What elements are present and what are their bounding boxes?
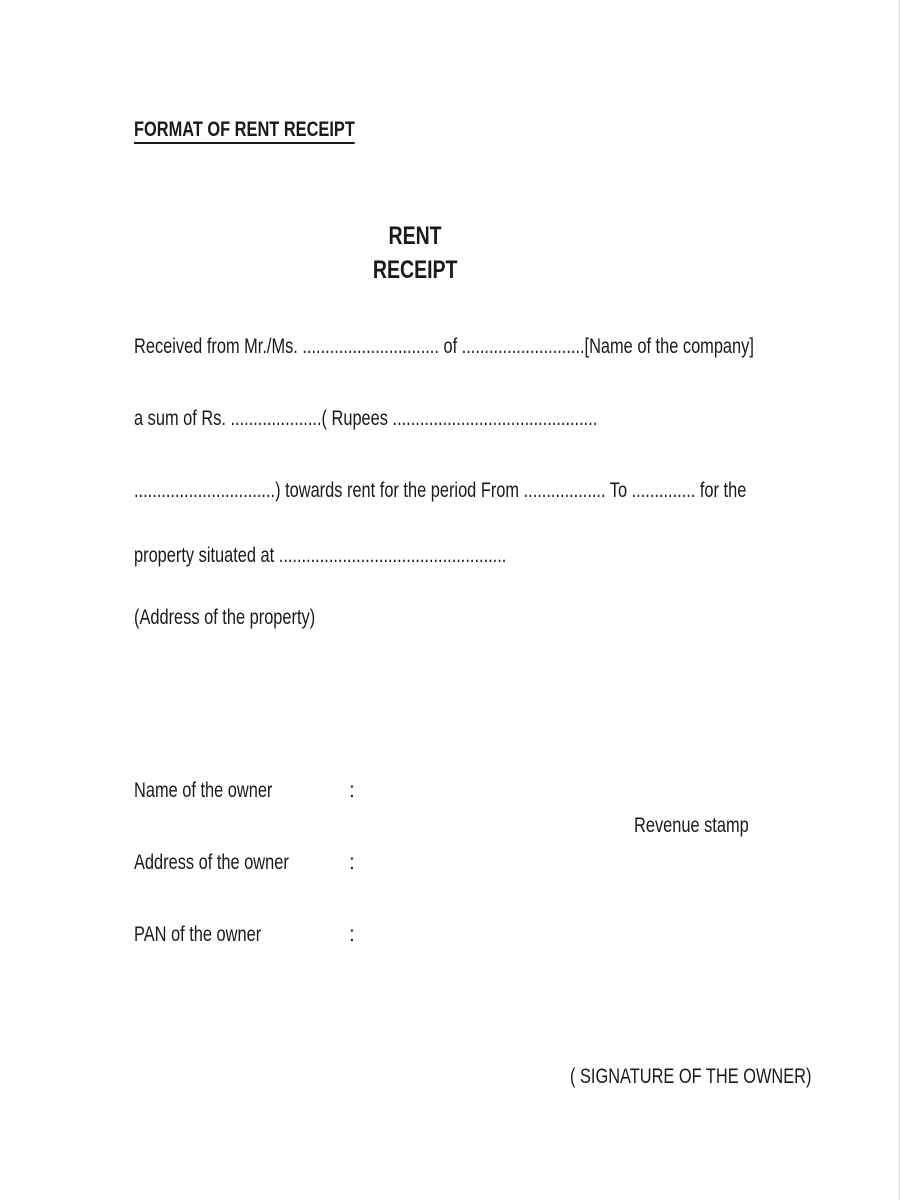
receipt-title-receipt: RECEIPT <box>372 256 458 284</box>
owner-address-label <box>134 852 332 873</box>
owner-name-colon: : <box>349 779 355 802</box>
receipt-title-rent: RENT <box>388 222 442 250</box>
body-line-received-from <box>134 336 900 357</box>
owner-signature-text: ( SIGNATURE OF THE OWNER) <box>570 1065 812 1088</box>
owner-signature-label <box>570 1066 880 1087</box>
sum-text: a sum of Rs. ....................( Rupees ............................................. <box>134 407 598 430</box>
body-line-address-note <box>134 607 366 628</box>
owner-name-label <box>134 780 311 801</box>
owner-pan-colon: : <box>349 923 355 946</box>
receipt-title-line2 <box>300 258 530 283</box>
owner-name-label-text: Name of the owner <box>134 779 273 802</box>
owner-pan-label-text: PAN of the owner <box>134 923 262 946</box>
revenue-stamp-label <box>634 815 781 836</box>
received-from-text: Received from Mr./Ms. .............................. of ...........................[Name of the company] <box>134 335 754 358</box>
address-note-text: (Address of the property) <box>134 606 316 629</box>
format-heading-text: FORMAT OF RENT RECEIPT <box>134 119 355 144</box>
receipt-title-line1 <box>300 224 530 249</box>
revenue-stamp-text: Revenue stamp <box>634 814 749 837</box>
owner-address-colon: : <box>349 851 355 874</box>
period-text: ...............................) towards rent for the period From .................. To .............. for the <box>134 479 747 502</box>
body-line-sum <box>134 408 728 429</box>
body-line-property <box>134 545 611 566</box>
owner-address-label-text: Address of the owner <box>134 851 289 874</box>
body-line-period <box>134 480 900 501</box>
property-text: property situated at .................................................. <box>134 544 507 567</box>
format-heading <box>134 119 417 144</box>
owner-pan-label <box>134 924 297 945</box>
